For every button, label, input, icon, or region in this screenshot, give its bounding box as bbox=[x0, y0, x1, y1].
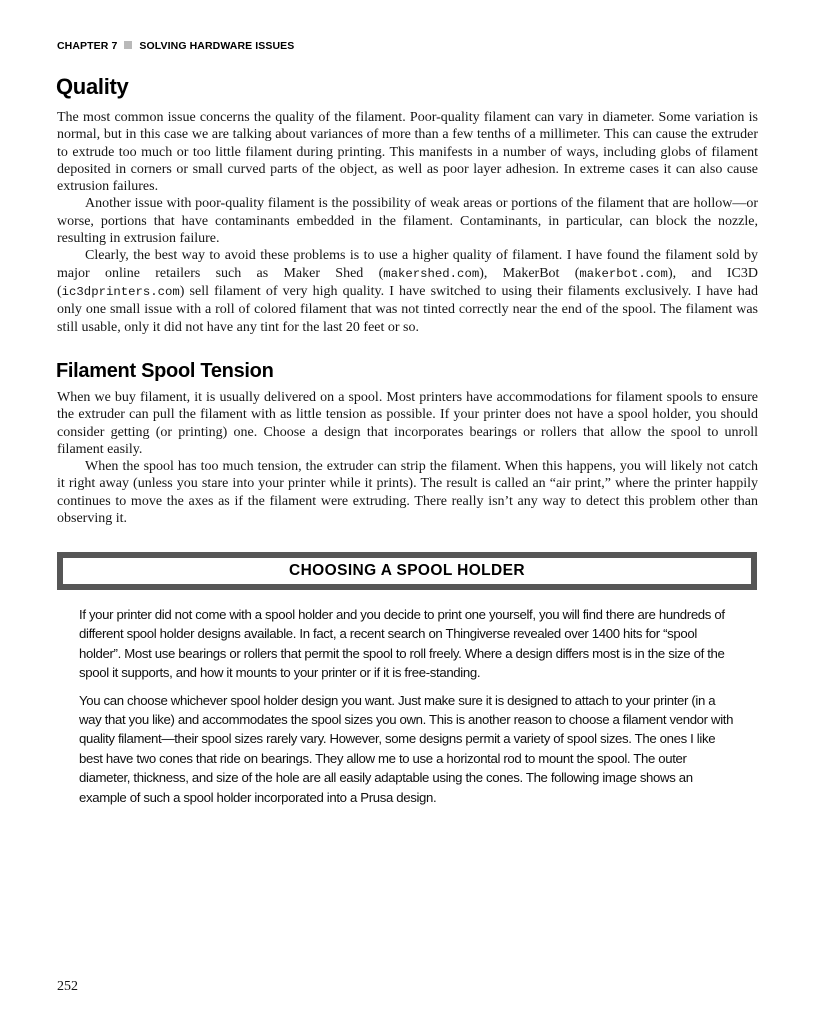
sidebar-title-box bbox=[57, 552, 757, 590]
quality-section-body bbox=[57, 109, 758, 336]
sidebar-paragraph: You can choose whichever spool holder design you want. Just make sure it is designed to attach to your printer (in a way that you like) and accommodates the spool sizes you own. This is another reason to choose a filament vendor with quality filament—their spool sizes rarely vary. However, some designs permit a variety of spool sizes. The ones I like best have two cones that ride on bearings. They allow me to use a horizontal rod to mount the spool. The outer diameter, thickness, and size of the hole are all easily adaptable using the cones. The following image shows an example of such a spool holder incorporated into a Prusa design. bbox=[79, 692, 734, 805]
inline-code: makerbot.com bbox=[579, 266, 668, 281]
sidebar-title: CHOOSING A SPOOL HOLDER bbox=[289, 562, 525, 579]
body-paragraph: Clearly, the best way to avoid these problems is to use a higher quality of filament. I have found the filament sold by major online retailers such as Maker Shed (makershed.com), MakerBot (makerbot.com), and IC3D (ic3dprinters.com) sell filament of very high quality. I have switched to using their filaments exclusively. I have had only one small issue with a roll of colored filament that was not tinted correctly near the end of the spool. The filament was still usable, only it did not have any tint for the last 20 feet or so. bbox=[57, 248, 758, 335]
body-paragraph: When the spool has too much tension, the extruder can strip the filament. When this happens, you will likely not catch it right away (unless you stare into your printer while it prints). The result is called an “air print,” where the printer happily continues to move the axes as if the filament were extruding. There really isn’t any way to detect this problem other than observing it. bbox=[57, 459, 758, 527]
inline-code: ic3dprinters.com bbox=[61, 284, 180, 299]
section-heading-quality: Quality bbox=[56, 74, 129, 99]
filament-spool-tension-section-body bbox=[57, 389, 758, 527]
square-divider-icon bbox=[124, 41, 132, 49]
running-head-title: SOLVING HARDWARE ISSUES bbox=[139, 40, 295, 52]
page-number: 252 bbox=[57, 979, 78, 994]
section-heading-filament-spool-tension: Filament Spool Tension bbox=[56, 360, 274, 382]
body-paragraph: Another issue with poor-quality filament is the possibility of weak areas or portions of the filament that are hollow—or worse, portions that have contaminants embedded in the filament. Contaminants, in particular, can block the nozzle, resulting in extrusion failure. bbox=[57, 196, 758, 247]
body-paragraph: The most common issue concerns the quality of the filament. Poor-quality filament can vary in diameter. Some variation is normal, but in this case we are talking about variances of more than a few tenths of a millimeter. This can cause the extruder to extrude too much or too little filament during printing. This manifests in a number of ways, including globs of filament deposited in corners or small curved parts of the object, as well as poor layer adhesion. In extreme cases it can also cause extrusion failures. bbox=[57, 110, 758, 195]
running-head-chapter: CHAPTER 7 bbox=[57, 40, 118, 52]
inline-code: makershed.com bbox=[383, 266, 480, 281]
running-head bbox=[57, 40, 294, 52]
sidebar-body bbox=[79, 605, 737, 807]
sidebar-paragraph: If your printer did not come with a spool holder and you decide to print one yourself, you will find there are hundreds of different spool holder designs available. In fact, a recent search on Thingiverse revealed over 1400 hits for “spool holder”. Most use bearings or rollers that permit the spool to roll freely. Where a design differs most is in the size of the spool it supports, and how it mounts to your printer or if it is free-standing. bbox=[79, 607, 725, 681]
body-paragraph: When we buy filament, it is usually delivered on a spool. Most printers have accommodations for filament spools to ensure the extruder can pull the filament with as little tension as possible. If your printer does not have a spool holder, you should consider getting (or printing) one. Choose a design that incorporates bearings or rollers that allow the spool to unroll filament easily. bbox=[57, 390, 758, 457]
